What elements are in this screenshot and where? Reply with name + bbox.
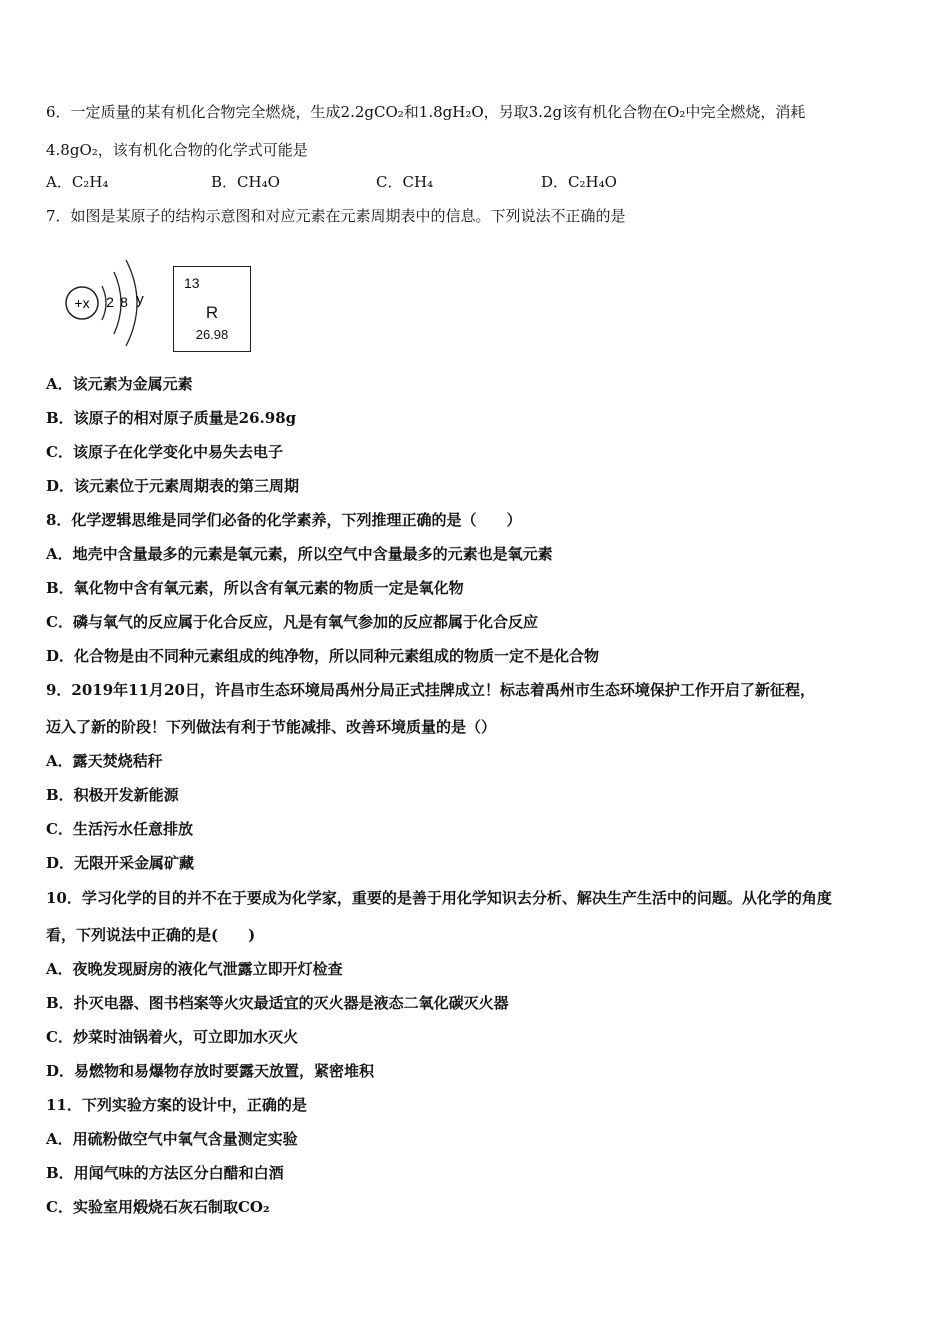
q11-option-b: B．用闻气味的方法区分白醋和白酒: [46, 1164, 284, 1182]
q7-figure: [56, 248, 266, 358]
atomic-number: 13: [184, 275, 200, 291]
q6-stem-line2: 4.8gO₂，该有机化合物的化学式可能是: [46, 141, 308, 159]
q6-options: [46, 172, 646, 192]
periodic-table-cell: [173, 266, 251, 352]
q9-option-b: B．积极开发新能源: [46, 786, 179, 804]
shell-electrons-2: 8: [120, 294, 128, 310]
q8-option-d: D．化合物是由不同种元素组成的纯净物，所以同种元素组成的物质一定不是化合物: [46, 647, 600, 665]
q11-option-a: A．用硫粉做空气中氧气含量测定实验: [46, 1130, 298, 1148]
q11-stem: 11．下列实验方案的设计中，正确的是: [46, 1096, 307, 1114]
q8-option-b: B．氧化物中含有氧元素，所以含有氧元素的物质一定是氧化物: [46, 579, 464, 597]
element-symbol: R: [205, 303, 219, 322]
q7-stem: 7．如图是某原子的结构示意图和对应元素在元素周期表中的信息。下列说法不正确的是: [46, 207, 626, 225]
q10-option-d: D．易燃物和易爆物存放时要露天放置，紧密堆积: [46, 1062, 375, 1080]
q6-option-c: C．CH₄: [376, 173, 434, 191]
q10-option-c: C．炒菜时油锅着火，可立即加水灭火: [46, 1028, 298, 1046]
q6-option-a: A．C₂H₄: [46, 173, 109, 191]
q9-stem-line1: 9．2019年11月20日，许昌市生态环境局禹州分局正式挂牌成立！标志着禹州市生态环境保护工作开启了新征程，: [46, 681, 815, 699]
q10-stem-line2: 看，下列说法中正确的是( ): [46, 926, 256, 944]
q10-option-b: B．扑灭电器、图书档案等火灾最适宜的灭火器是液态二氧化碳灭火器: [46, 994, 509, 1012]
q9-option-d: D．无限开采金属矿藏: [46, 854, 195, 872]
q6-option-b: B．CH₄O: [211, 173, 280, 191]
q7-option-c: C．该原子在化学变化中易失去电子: [46, 443, 283, 461]
atom-structure-diagram: [56, 248, 166, 358]
q10-stem-line1: 10．学习化学的目的并不在于要成为化学家，重要的是善于用化学知识去分析、解决生产生活中的问题。从化学的角度: [46, 889, 832, 907]
q9-option-c: C．生活污水任意排放: [46, 820, 193, 838]
q11-option-c: C．实验室用煅烧石灰石制取CO₂: [46, 1198, 270, 1216]
shell-electrons-1: 2: [106, 294, 114, 310]
q6-option-d: D．C₂H₄O: [541, 173, 617, 191]
q6-stem-line1: 6．一定质量的某有机化合物完全燃烧，生成2.2gCO₂和1.8gH₂O，另取3.2g该有机化合物在O₂中完全燃烧，消耗: [46, 103, 806, 121]
q7-option-d: D．该元素位于元素周期表的第三周期: [46, 477, 300, 495]
shell-electrons-3: y: [136, 291, 144, 308]
q10-option-a: A．夜晚发现厨房的液化气泄露立即开灯检查: [46, 960, 343, 978]
atomic-mass: 26.98: [195, 327, 229, 342]
q7-option-a: A．该元素为金属元素: [46, 375, 193, 393]
nucleus-charge: +x: [74, 295, 90, 311]
q9-option-a: A．露天焚烧秸秆: [46, 752, 163, 770]
q9-stem-line2: 迈入了新的阶段！下列做法有利于节能减排、改善环境质量的是（）: [46, 718, 497, 736]
q8-stem: 8．化学逻辑思维是同学们必备的化学素养，下列推理正确的是（ ）: [46, 511, 522, 529]
q8-option-a: A．地壳中含量最多的元素是氧元素，所以空气中含量最多的元素也是氧元素: [46, 545, 553, 563]
q8-option-c: C．磷与氧气的反应属于化合反应，凡是有氧气参加的反应都属于化合反应: [46, 613, 538, 631]
q7-option-b: B．该原子的相对原子质量是26.98g: [46, 409, 297, 427]
